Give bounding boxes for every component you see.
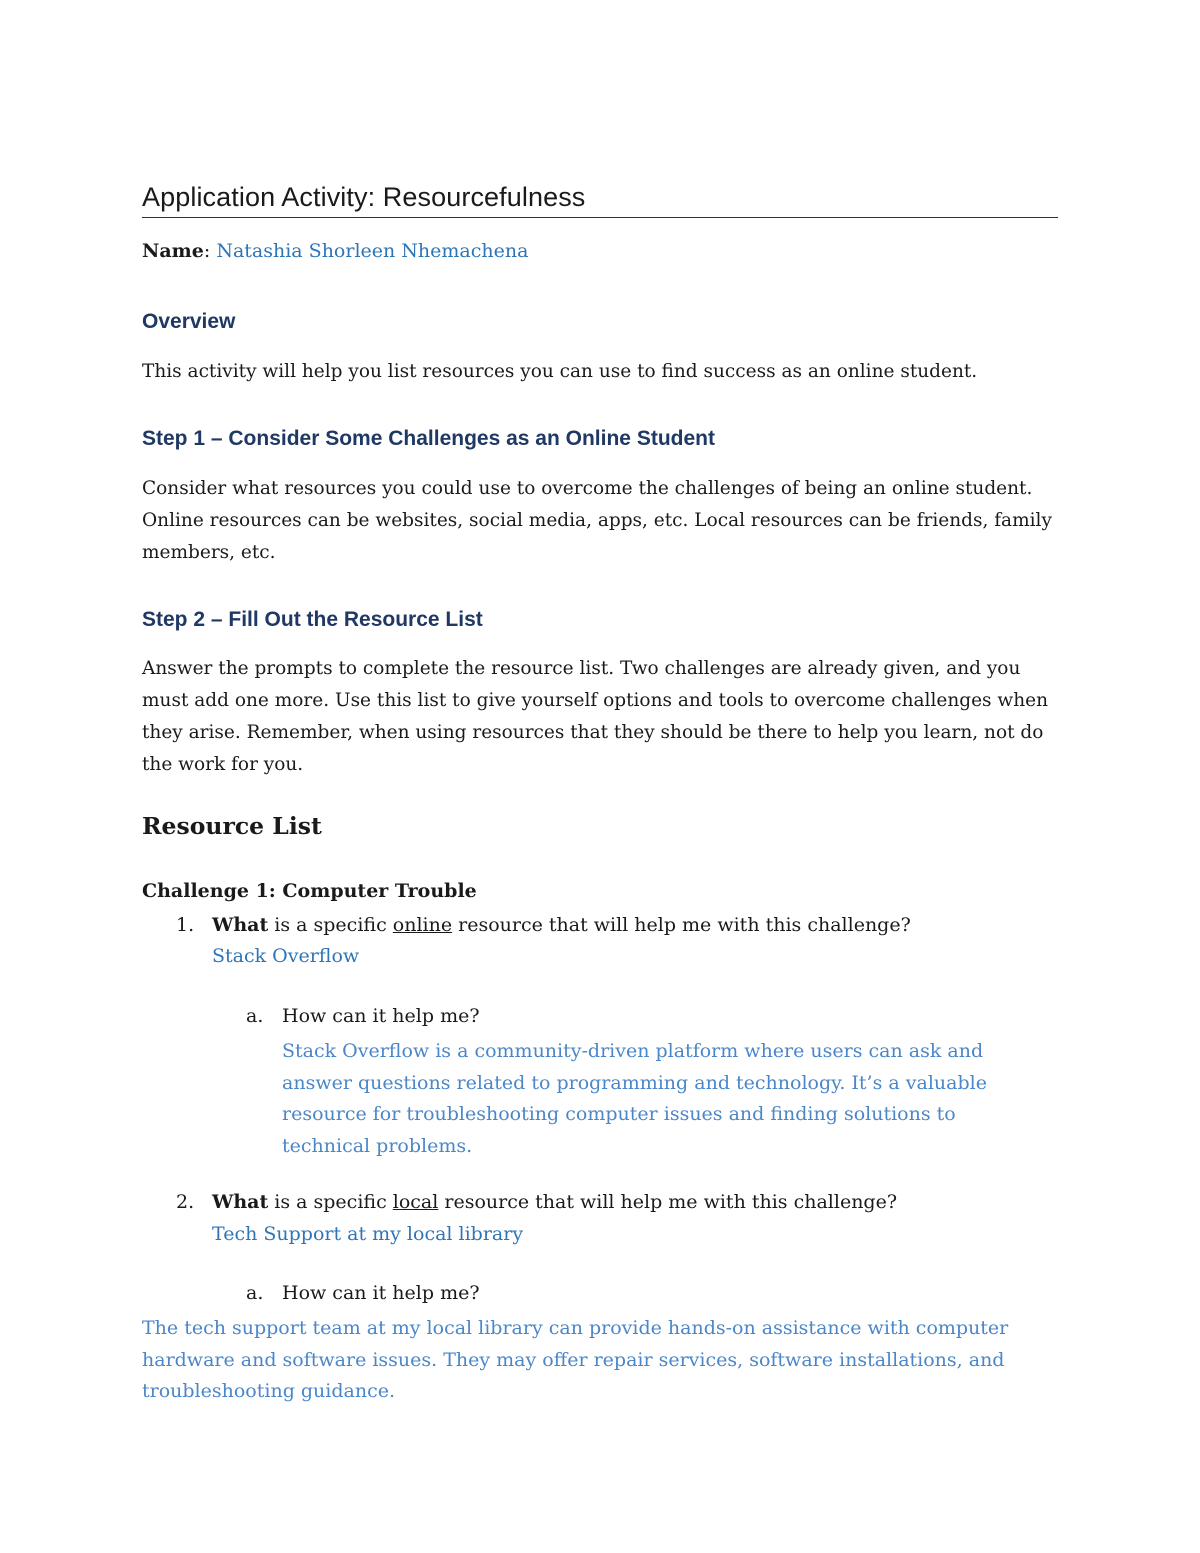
overview-heading: Overview — [142, 310, 236, 333]
question-1-sub-letter: a. — [246, 1005, 264, 1027]
step2-text: Answer the prompts to complete the resource list. Two challenges are already given, and you must add one more. Use this list to give yourself options and tools to overcome challenges when they arise. Remember, when using resources that they should be there to help you learn, not do the work for you. — [142, 658, 1049, 775]
name-colon: : — [203, 240, 217, 262]
question-2-answer: Tech Support at my local library — [212, 1223, 524, 1245]
question-1-text — [212, 914, 911, 936]
question-2-sub-answer: The tech support team at my local library can provide hands-on assistance with computer hardware and software issues. They may offer repair services, software installations, and troubleshooting guidance. — [142, 1317, 1009, 1402]
question-2-post: resource that will help me with this challenge? — [438, 1191, 898, 1213]
overview-text: This activity will help you list resources you can use to find success as an online student. — [142, 361, 978, 382]
name-line — [142, 240, 528, 262]
question-2-pre: is a specific — [268, 1191, 393, 1213]
question-1-answer: Stack Overflow — [212, 945, 360, 967]
question-1-bold: What — [212, 914, 269, 936]
challenge-1-title: Challenge 1: Computer Trouble — [142, 880, 477, 902]
question-2-text — [212, 1191, 897, 1213]
question-1-number: 1. — [176, 914, 195, 936]
step2-heading: Step 2 – Fill Out the Resource List — [142, 608, 483, 631]
question-2-underline: local — [392, 1191, 439, 1213]
question-2-bold: What — [212, 1191, 269, 1213]
resource-list-heading: Resource List — [142, 812, 322, 840]
step1-text: Consider what resources you could use to overcome the challenges of being an online student. Online resources can be websites, social media, apps, etc. Local resources can be friends, family members, etc. — [142, 478, 1052, 563]
document-title: Application Activity: Resourcefulness — [142, 182, 1058, 218]
question-2-number: 2. — [176, 1191, 195, 1213]
step1-heading: Step 1 – Consider Some Challenges as an Online Student — [142, 427, 715, 450]
question-1-post: resource that will help me with this challenge? — [452, 914, 911, 936]
question-1-sub-answer: Stack Overflow is a community-driven platform where users can ask and answer questions related to programming and technology. It’s a valuable resource for troubleshooting computer issues and finding solutions to technical problems. — [282, 1040, 987, 1157]
question-1-underline: online — [392, 914, 453, 936]
question-1-pre: is a specific — [268, 914, 393, 936]
question-1-sub-question: How can it help me? — [282, 1005, 480, 1027]
question-2-sub-question: How can it help me? — [282, 1282, 480, 1304]
name-value: Natashia Shorleen Nhemachena — [216, 240, 529, 262]
question-2-sub-letter: a. — [246, 1282, 264, 1304]
name-label: Name — [142, 240, 204, 262]
